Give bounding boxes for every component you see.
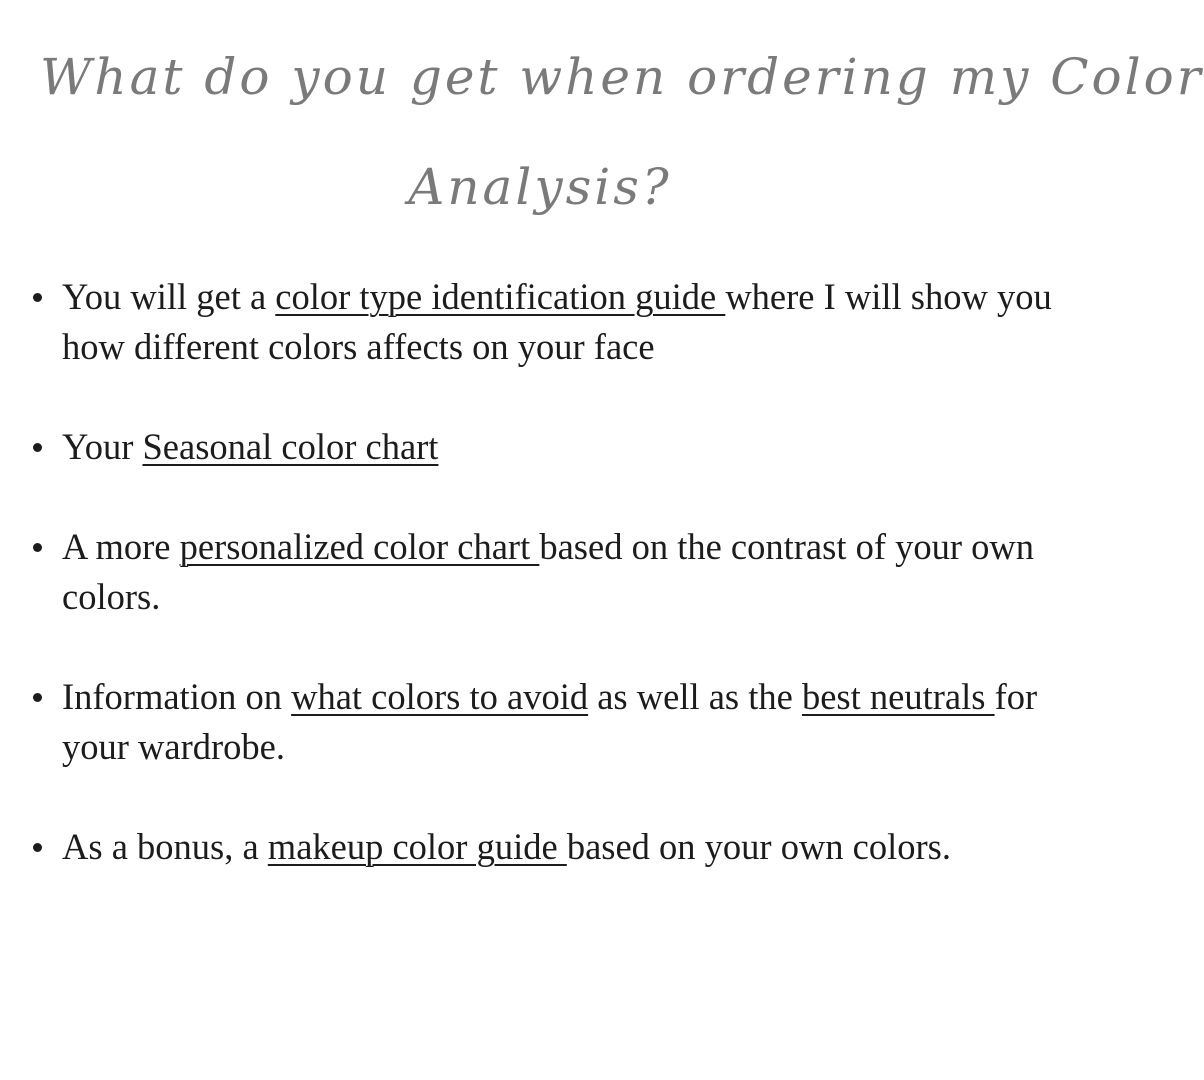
item-text: based on the contrast of your own colors. <box>62 526 1035 617</box>
item-text: based on your own colors. <box>566 826 952 867</box>
bullet-icon <box>33 693 42 702</box>
item-link[interactable]: personalized color chart <box>179 526 540 567</box>
title-line-2: Analysis? <box>408 158 672 216</box>
title-line-1: What do you get when ordering my Color <box>40 48 1204 106</box>
item-text: as well as the <box>588 676 802 717</box>
list-item <box>30 422 1080 472</box>
item-text: A more <box>62 526 180 567</box>
bullet-icon <box>33 843 42 852</box>
feature-list <box>30 272 1080 922</box>
list-item <box>30 822 1080 872</box>
item-link[interactable]: makeup color guide <box>267 826 567 867</box>
item-text: As a bonus, a <box>62 826 268 867</box>
item-text: where I will show you how different colors affects on your face <box>62 276 1052 367</box>
list-item <box>30 272 1080 372</box>
item-text: Information on <box>62 676 292 717</box>
bullet-icon <box>33 293 42 302</box>
item-text: for your wardrobe. <box>62 676 1038 767</box>
item-link[interactable]: what colors to avoid <box>291 676 589 717</box>
item-text: Your <box>62 426 143 467</box>
item-text: You will get a <box>62 276 276 317</box>
item-link[interactable]: best neutrals <box>801 676 995 717</box>
bullet-icon <box>33 543 42 552</box>
item-link[interactable]: color type identification guide <box>275 276 726 317</box>
bullet-icon <box>33 443 42 452</box>
page-title <box>40 22 1204 242</box>
list-item <box>30 672 1080 772</box>
item-link[interactable]: Seasonal color chart <box>142 426 439 467</box>
list-item <box>30 522 1080 622</box>
